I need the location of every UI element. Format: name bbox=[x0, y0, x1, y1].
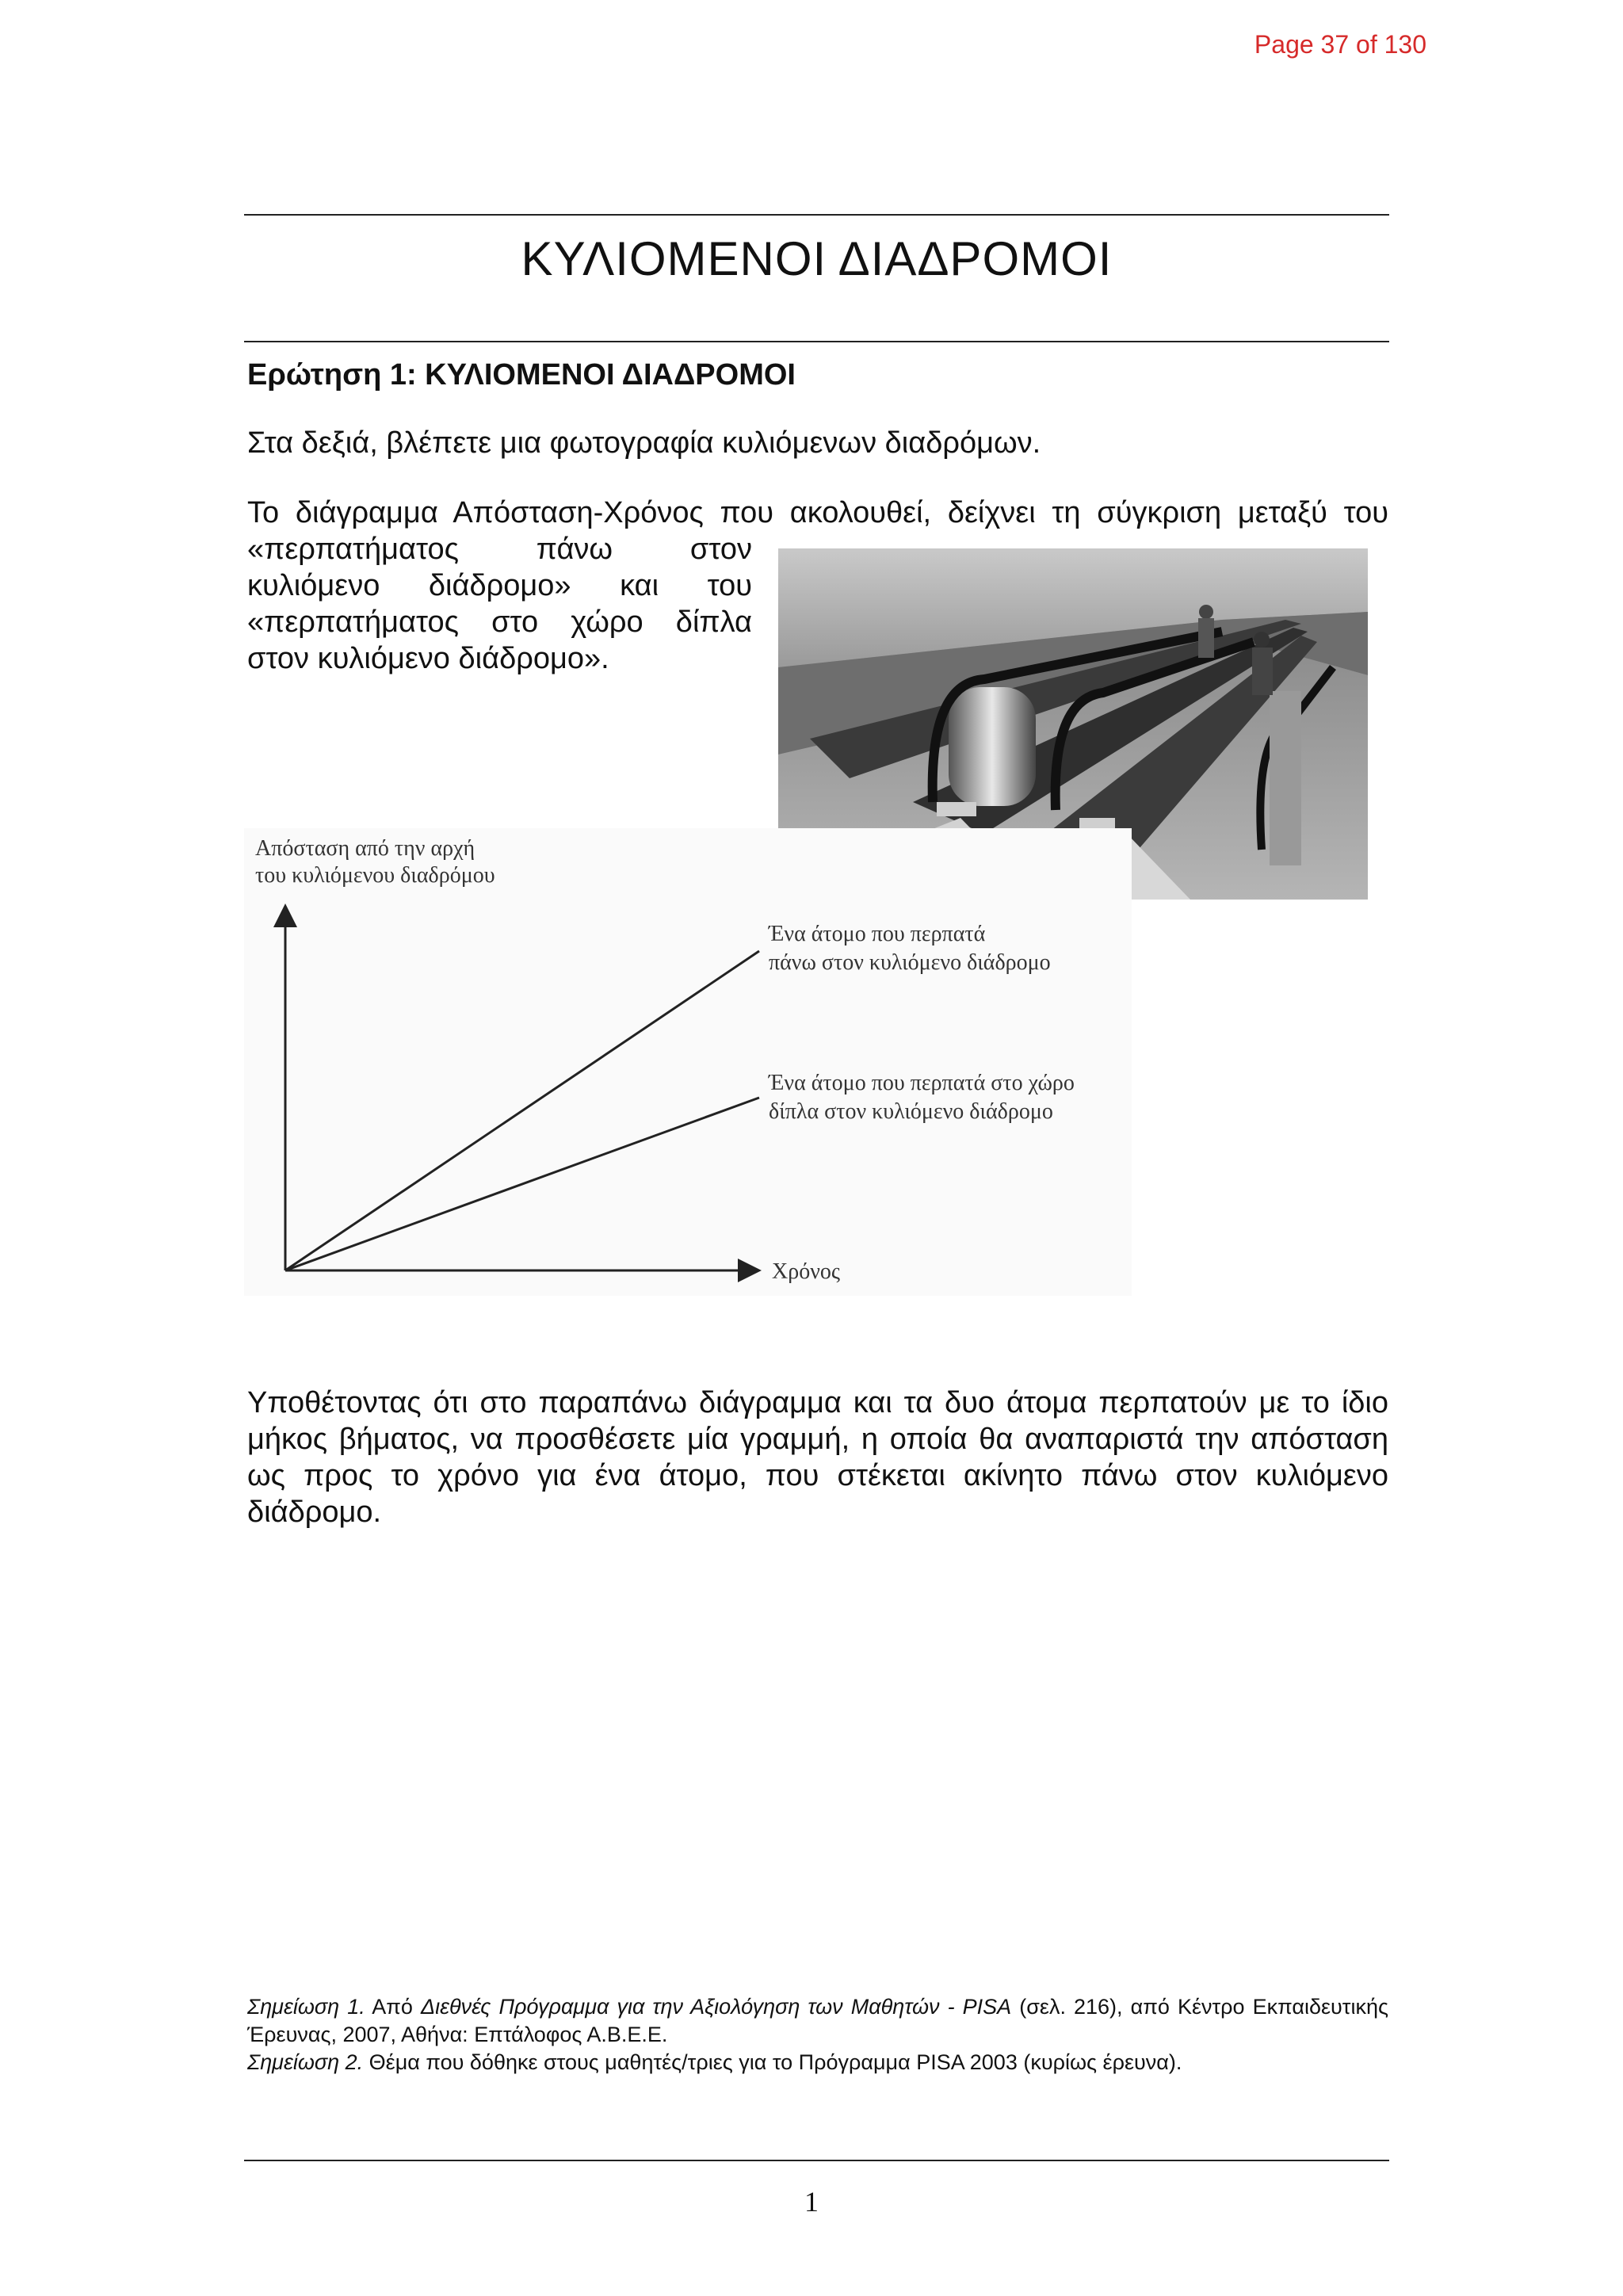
paragraph-graph-intro: Το διάγραμμα Απόσταση-Χρόνος που ακολουθεί, δείχνει τη σύγκριση μεταξύ του bbox=[247, 496, 1388, 529]
note-label: Σημείωση 2. bbox=[247, 2050, 364, 2074]
x-axis-label: Χρόνος bbox=[772, 1259, 840, 1284]
note-text: Από bbox=[372, 1995, 413, 2019]
line-label: Ένα άτομο που περπατά στο χώρο bbox=[769, 1071, 1075, 1095]
paragraph-line: «περπατήματος πάνω στον bbox=[247, 533, 752, 566]
paragraph-line: στον κυλιόμενο διάδρομο». bbox=[247, 642, 609, 675]
paragraph-graph-intro-wrap bbox=[247, 531, 752, 677]
note-2 bbox=[247, 2049, 1388, 2076]
paragraph-intro: Στα δεξιά, βλέπετε μια φωτογραφία κυλιόμενων διαδρόμων. bbox=[247, 426, 1041, 460]
line-walking-on-walkway bbox=[285, 951, 759, 1270]
page-indicator: Page 37 of 130 bbox=[1254, 30, 1426, 59]
line-label: δίπλα στον κυλιόμενο διάδρομο bbox=[769, 1099, 1053, 1124]
y-axis-label: του κυλιόμενου διαδρόμου bbox=[255, 863, 495, 888]
footer-rule bbox=[244, 2160, 1389, 2161]
top-rule bbox=[244, 214, 1389, 216]
title-rule bbox=[244, 341, 1389, 342]
distance-time-graph bbox=[244, 828, 1132, 1296]
note-text: Θέμα που δόθηκε στους μαθητές/τριες για το Πρόγραμμα PISA 2003 (κυρίως έρευνα). bbox=[369, 2050, 1182, 2074]
y-axis-label: Απόσταση από την αρχή bbox=[255, 836, 475, 861]
line-label: πάνω στον κυλιόμενο διάδρομο bbox=[769, 950, 1051, 975]
line-label: Ένα άτομο που περπατά bbox=[769, 922, 986, 946]
paragraph-task: Υποθέτοντας ότι στο παραπάνω διάγραμμα και τα δυο άτομα περπατούν με το ίδιο μήκος βήματος, να προσθέσετε μία γραμμή, η οποία θα αναπαριστά την απόσταση ως προς το χρόνο για ένα άτομο, που στέκεται ακίνητο πάνω στον κυλιόμενο διάδρομο. bbox=[247, 1386, 1388, 1529]
page-title: ΚΥΛΙΟΜΕΝΟΙ ΔΙΑΔΡΟΜΟΙ bbox=[521, 232, 1113, 285]
footnotes bbox=[247, 1993, 1388, 2076]
note-source: Διεθνές Πρόγραμμα για την Αξιολόγηση των Μαθητών - PISA bbox=[421, 1995, 1012, 2019]
paragraph-line: «περπατήματος στο χώρο δίπλα bbox=[247, 606, 752, 639]
footer-page-number: 1 bbox=[804, 2186, 819, 2218]
paragraph-line: κυλιόμενο διάδρομο» και του bbox=[247, 569, 752, 602]
note-label: Σημείωση 1. bbox=[247, 1995, 365, 2019]
line-walking-beside-walkway bbox=[285, 1098, 759, 1270]
note-1 bbox=[247, 1993, 1388, 2049]
note-text: (σελ. 216), από Κέντρο Εκπαιδευτικής Έρευνας, 2007, Αθήνα: Επτάλοφος Α.Β.Ε.Ε. bbox=[247, 1995, 1388, 2046]
question-heading: Ερώτηση 1: ΚΥΛΙΟΜΕΝΟΙ ΔΙΑΔΡΟΜΟΙ bbox=[247, 358, 796, 392]
